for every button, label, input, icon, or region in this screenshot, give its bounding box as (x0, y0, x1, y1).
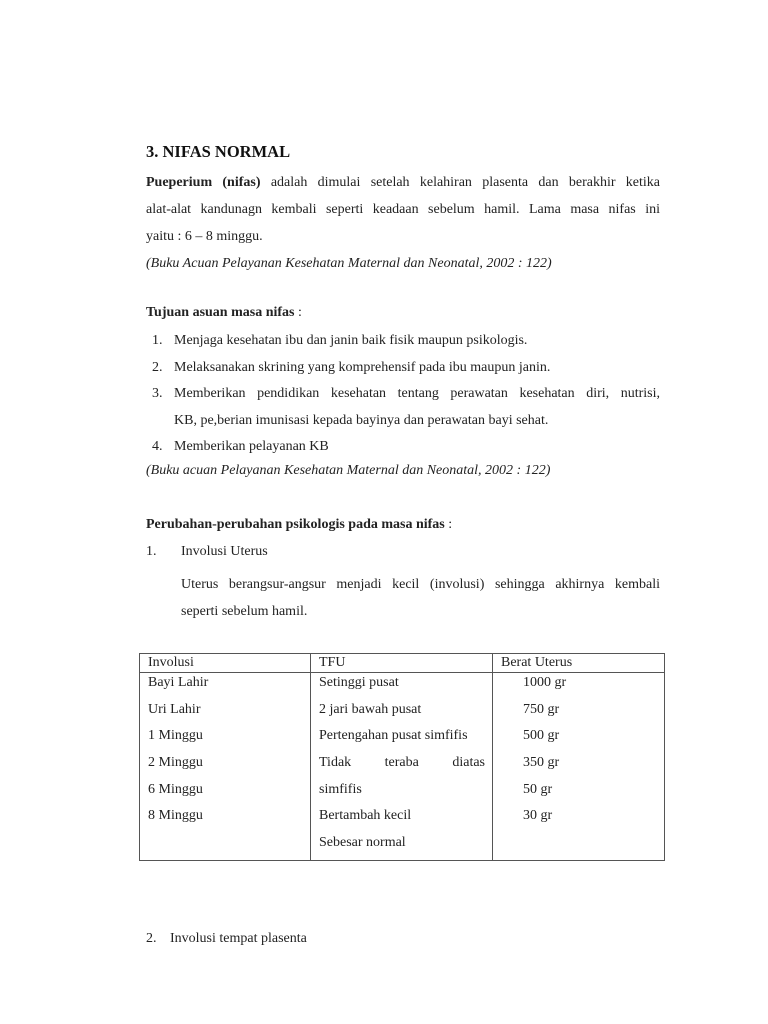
list-item-number: 3. (152, 386, 163, 401)
intro-term: Pueperium (nifas) (146, 175, 261, 190)
involusi-value: 8 Minggu (148, 808, 203, 824)
list-item (146, 328, 660, 355)
table-header-berat: Berat Uterus (493, 654, 665, 673)
tujuan-citation: (Buku acuan Pelayanan Kesehatan Maternal dan Neonatal, 2002 : 122) (146, 463, 551, 478)
list-item-text: Memberikan pendidikan kesehatan tentang perawatan kesehatan diri, nutrisi, (174, 386, 660, 401)
tfu-value: Sebesar normal (319, 835, 406, 851)
section-title: 3. NIFAS NORMAL (146, 142, 291, 161)
table-header-tfu: TFU (311, 654, 493, 673)
tujuan-list (146, 328, 660, 461)
table-cell-involusi (140, 673, 311, 861)
involusi-value: Bayi Lahir (148, 675, 209, 690)
perubahan-heading-row (146, 517, 452, 533)
involusi-value: Uri Lahir (148, 701, 201, 717)
tfu-value: Bertambah kecil (319, 808, 412, 824)
perubahan-colon: : (444, 517, 453, 532)
perubahan-item-desc (181, 571, 660, 625)
tfu-value: Setinggi pusat (319, 675, 399, 690)
table-row (140, 673, 665, 861)
berat-value: 750 gr (523, 701, 560, 717)
list-item (146, 381, 660, 434)
perubahan-heading: Perubahan-perubahan psikologis pada masa nifas (146, 517, 445, 532)
perubahan-desc-line-2: seperti sebelum hamil. (181, 604, 308, 619)
list-item-text-cont: KB, pe,berian imunisasi kepada bayinya dan perawatan bayi sehat. (174, 412, 549, 428)
tfu-value-spread (319, 753, 492, 780)
table-cell-tfu (311, 673, 493, 861)
table-header-row (140, 654, 665, 673)
involusi-value: 6 Minggu (148, 781, 203, 797)
list-item (146, 355, 660, 382)
intro-citation: (Buku Acuan Pelayanan Kesehatan Maternal dan Neonatal, 2002 : 122) (146, 256, 552, 271)
tfu-word: Tidak (319, 755, 352, 771)
list-item-number: 2. (152, 359, 163, 375)
next-item-number: 2. (146, 931, 157, 946)
perubahan-desc-line-1: Uterus berangsur-angsur menjadi kecil (involusi) sehingga akhirnya kembali (181, 577, 660, 592)
list-item-text: Memberikan pelayanan KB (174, 439, 329, 454)
berat-value: 50 gr (523, 781, 553, 797)
perubahan-item-title: Involusi Uterus (181, 544, 268, 559)
tujuan-heading: Tujuan asuan masa nifas (146, 305, 295, 320)
berat-value: 1000 gr (523, 675, 567, 690)
tujuan-heading-row (146, 305, 302, 321)
tfu-value: Pertengahan pusat simfifis (319, 728, 468, 744)
perubahan-item-number: 1. (146, 544, 157, 559)
berat-value: 350 gr (523, 755, 560, 771)
next-item-title: Involusi tempat plasenta (170, 931, 307, 946)
tfu-word: diatas (452, 755, 485, 771)
intro-line-1 (146, 169, 660, 196)
intro-line1-rest: adalah dimulai setelah kelahiran plasenta dan berakhir ketika (270, 175, 661, 190)
berat-value: 500 gr (523, 728, 560, 744)
list-item-text: Menjaga kesehatan ibu dan janin baik fisik maupun psikologis. (174, 333, 528, 348)
table-cell-berat (493, 673, 665, 861)
tujuan-colon: : (294, 305, 302, 320)
involusi-table (139, 653, 665, 861)
involusi-table-wrap (139, 653, 665, 861)
list-item (146, 434, 660, 461)
tfu-value: simfifis (319, 781, 362, 797)
list-item-number: 1. (152, 333, 163, 348)
involusi-value: 1 Minggu (148, 728, 203, 744)
berat-value: 30 gr (523, 808, 553, 824)
tfu-word: teraba (384, 755, 419, 771)
involusi-value: 2 Minggu (148, 755, 203, 771)
list-item-text: Melaksanakan skrining yang komprehensif pada ibu maupun janin. (174, 359, 551, 375)
intro-line-2: alat-alat kandunagn kembali seperti keadaan sebelum hamil. Lama masa nifas ini (146, 202, 660, 217)
table-header-involusi: Involusi (140, 654, 311, 673)
tfu-value: 2 jari bawah pusat (319, 701, 422, 717)
intro-line-3: yaitu : 6 – 8 minggu. (146, 229, 263, 244)
list-item-number: 4. (152, 439, 163, 454)
intro-paragraph (146, 169, 660, 277)
